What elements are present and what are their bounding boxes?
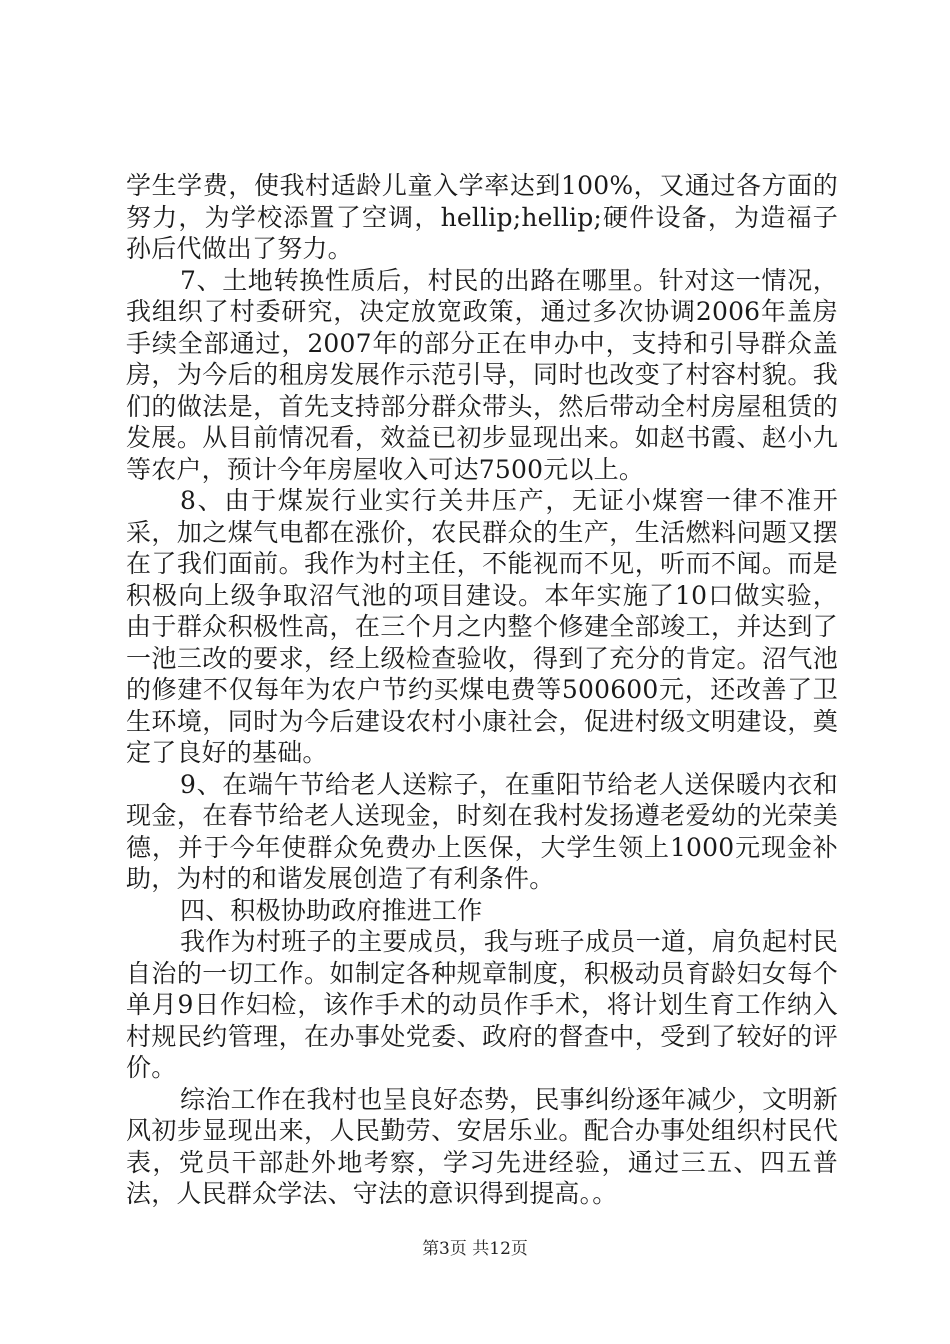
section-heading-4: 四、积极协助政府推进工作: [180, 895, 483, 925]
paragraph-item-8: 8、由于煤炭行业实行关井压产，无证小煤窖一律不准开采，加之煤气电都在涨价，农民群众的生产，生活燃料问题又摆在了我们面前。我作为村主任，不能视而不见，听而不闻。而是积极向上级争取沼气池的项目建设。本年实施了10口做实验，由于群众积极性高，在三个月之内整个修建全部竣工，并达到了一池三改的要求，经上级检查验收，得到了充分的肯定。沼气池的修建不仅每年为农户节约买煤电费等500600元，还改善了卫生环境，同时为今后建设农村小康社会，促进村级文明建设，奠定了良好的基础。: [126, 486, 838, 767]
paragraph-village-work: 我作为村班子的主要成员，我与班子成员一道，肩负起村民自治的一切工作。如制定各种规章制度，积极动员育龄妇女每个单月9日作妇检，该作手术的动员作手术，将计划生育工作纳入村规民约管理，在办事处党委、政府的督查中，受到了较好的评价。: [126, 927, 838, 1082]
paragraph-item-7: 7、土地转换性质后，村民的出路在哪里。针对这一情况，我组织了村委研究，决定放宽政策，通过多次协调2006年盖房手续全部通过，2007年的部分正在申办中，支持和引导群众盖房，为今后的租房发展作示范引导，同时也改变了村容村貌。我们的做法是，首先支持部分群众带头，然后带动全村房屋租赁的发展。从目前情况看，效益已初步显现出来。如赵书霞、赵小九等农户，预计今年房屋收入可达7500元以上。: [126, 265, 838, 484]
page-number-footer: 第3页 共12页: [422, 1239, 528, 1259]
document-body: [126, 170, 838, 1210]
paragraph-school-fees: 学生学费，使我村适龄儿童入学率达到100%，又通过各方面的努力，为学校添置了空调，hellip;hellip;硬件设备，为造福子孙后代做出了努力。: [126, 171, 838, 263]
paragraph-item-9: 9、在端午节给老人送粽子，在重阳节给老人送保暖内衣和现金，在春节给老人送现金，时刻在我村发扬遵老爱幼的光荣美德，并于今年使群众免费办上医保，大学生领上1000元现金补助，为村的和谐发展创造了有利条件。: [126, 769, 838, 893]
paragraph-comprehensive-governance: 综治工作在我村也呈良好态势，民事纠纷逐年减少，文明新风初步显现出来，人民勤劳、安居乐业。配合办事处组织村民代表，党员干部赴外地考察，学习先进经验，通过三五、四五普法，人民群众学法、守法的意识得到提高。。: [126, 1084, 838, 1208]
